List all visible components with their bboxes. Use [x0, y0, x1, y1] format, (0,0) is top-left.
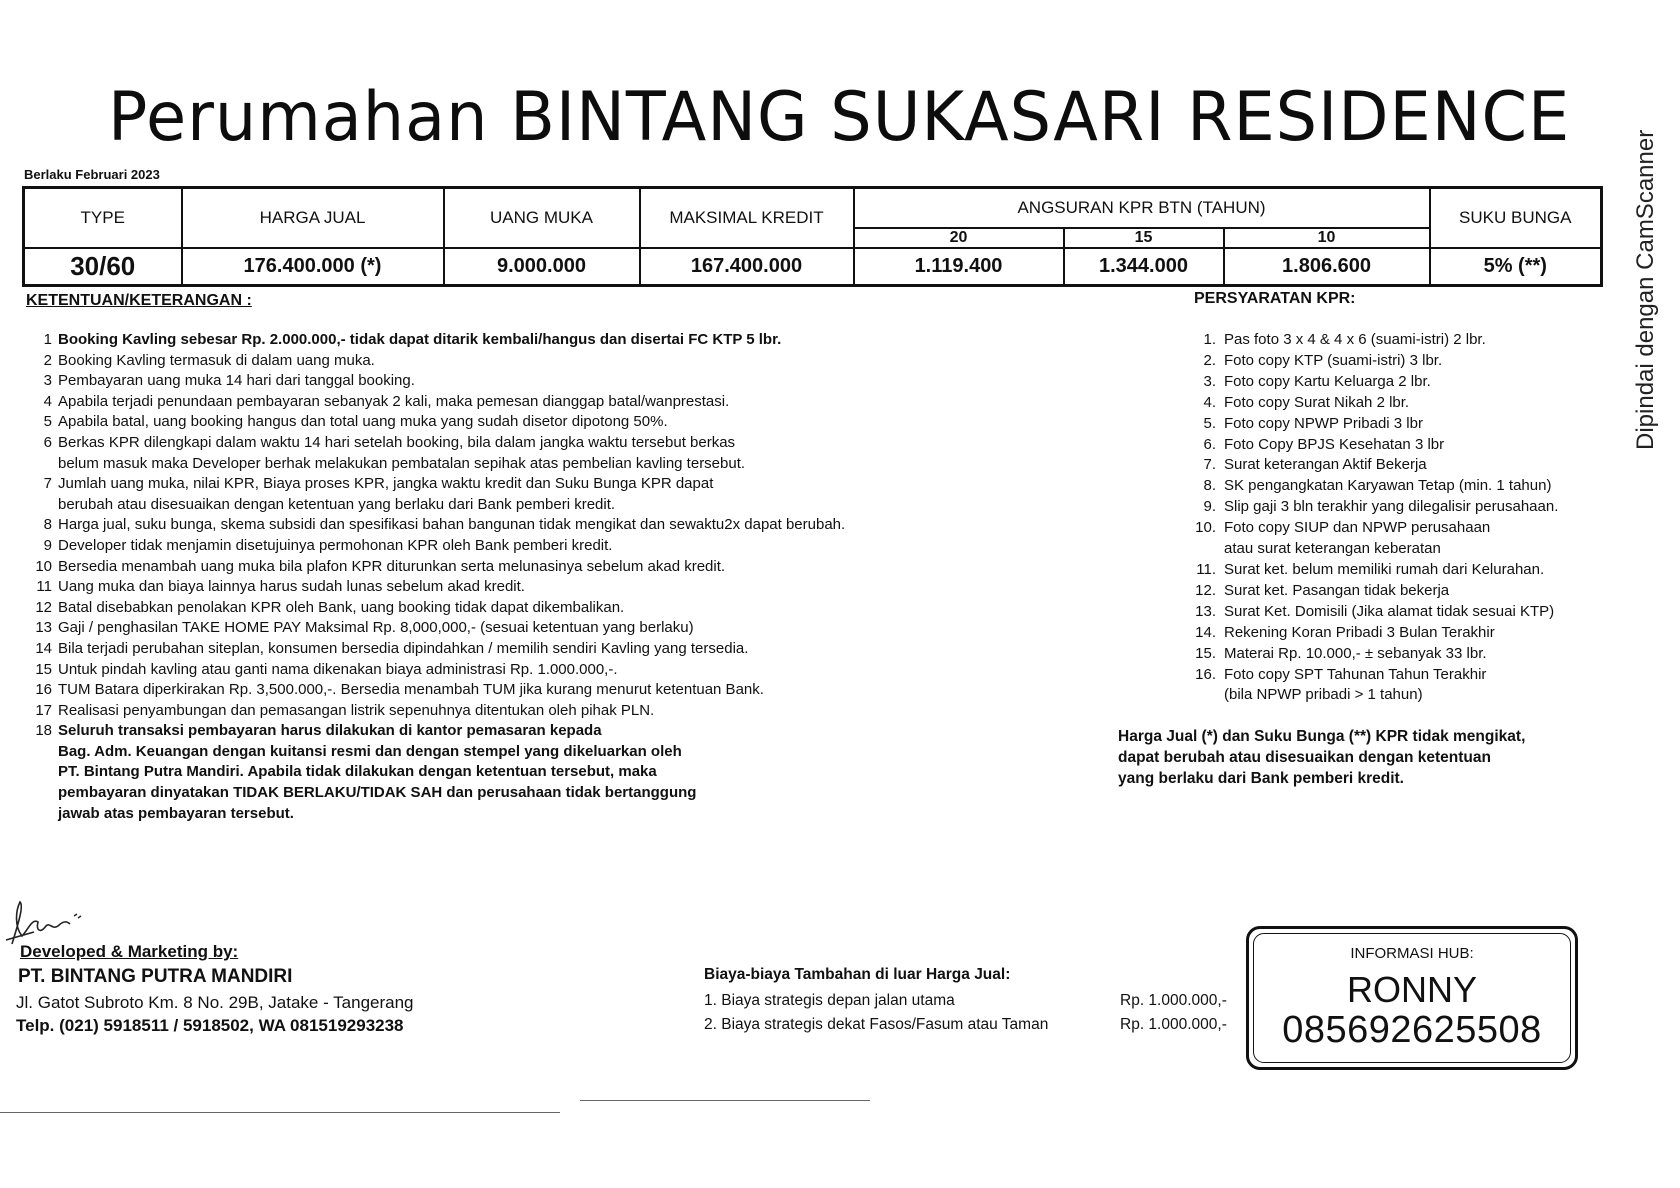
list-number: 12. [1195, 581, 1216, 599]
list-number: 11. [1196, 560, 1216, 578]
list-text: Uang muka dan biaya lainnya harus sudah lunas sebelum akad kredit. [58, 578, 525, 596]
ketentuan-list [26, 330, 1056, 824]
list-item [26, 412, 1056, 433]
list-text: Realisasi penyambungan dan pemasangan listrik sepenuhnya ditentukan oleh pihak PLN. [58, 701, 655, 719]
cell-uang-muka: 9.000.000 [444, 248, 640, 286]
list-number [26, 495, 58, 516]
th-suku-bunga: SUKU BUNGA [1430, 188, 1602, 248]
list-item [1188, 539, 1608, 560]
developer-address: Jl. Gatot Subroto Km. 8 No. 29B, Jatake - Tangerang [16, 993, 414, 1012]
list-number: 4 [43, 392, 52, 410]
list-text: Foto Copy BPJS Kesehatan 3 lbr [1224, 435, 1445, 453]
list-number: 3. [1203, 372, 1216, 390]
list-item [26, 454, 1056, 475]
list-item [26, 762, 1056, 783]
list-item [26, 536, 1056, 557]
list-number: 1 [43, 331, 52, 348]
th-harga-jual: HARGA JUAL [182, 188, 444, 248]
th-uang-muka: UANG MUKA [444, 188, 640, 248]
list-item [26, 351, 1056, 372]
list-text: berubah atau disesuaikan dengan ketentuan yang berlaku dari Bank pemberi kredit. [58, 495, 616, 513]
list-item [1188, 581, 1608, 602]
cell-type: 30/60 [24, 248, 182, 286]
list-number: 13 [35, 619, 52, 637]
list-text: Jumlah uang muka, nilai KPR, Biaya proses KPR, jangka waktu kredit dan Suku Bunga KPR dapat [58, 475, 714, 493]
list-item [26, 577, 1056, 598]
list-number: 8. [1203, 477, 1216, 495]
list-number [26, 783, 58, 804]
list-text: Harga jual, suku bunga, skema subsidi dan spesifikasi bahan bangunan tidak mengikat dan sewaktu2x dapat berubah. [58, 516, 846, 534]
biaya-item-label: 2. Biaya strategis dekat Fasos/Fasum atau Taman [704, 1016, 1049, 1033]
list-number [26, 742, 58, 763]
list-text: Bila terjadi perubahan siteplan, konsumen bersedia dipindahkan / memilih sendiri Kavling yang tersedia. [58, 639, 749, 657]
list-number [26, 804, 58, 825]
list-item [1188, 414, 1608, 435]
list-item [26, 433, 1056, 454]
list-item [1188, 393, 1608, 414]
list-item [26, 557, 1056, 578]
list-text: Surat ket. belum memiliki rumah dari Kelurahan. [1224, 560, 1545, 578]
list-text: Foto copy SIUP dan NPWP perusahaan [1224, 519, 1491, 537]
valid-note: Berlaku Februari 2023 [24, 167, 160, 182]
list-item [26, 515, 1056, 536]
list-number: 2. [1203, 351, 1216, 369]
list-number: 11 [36, 578, 52, 596]
list-number [1188, 539, 1224, 560]
list-number: 5. [1203, 414, 1216, 432]
developer-company: PT. BINTANG PUTRA MANDIRI [18, 966, 293, 987]
list-number: 15 [35, 660, 52, 678]
th-maksimal-kredit: MAKSIMAL KREDIT [640, 188, 854, 248]
info-name: RONNY [1346, 969, 1477, 1010]
list-item [26, 783, 1056, 804]
divider [0, 1112, 560, 1113]
list-text: Booking Kavling sebesar Rp. 2.000.000,- tidak dapat ditarik kembali/hangus dan disertai FC KTP 5 lbr. [58, 331, 782, 348]
list-item [26, 680, 1056, 701]
list-item [26, 721, 1056, 742]
list-text: Bersedia menambah uang muka bila plafon KPR diturunkan serta melunasinya sebelum akad kredit. [58, 557, 726, 575]
list-number: 15. [1195, 644, 1216, 662]
list-item [1188, 455, 1608, 476]
list-item [26, 701, 1056, 722]
cell-suku-bunga: 5% (**) [1430, 248, 1602, 286]
list-text: belum masuk maka Developer berhak melakukan pembatalan sepihak atas pembelian kavling tersebut. [58, 454, 746, 472]
list-item [26, 495, 1056, 516]
page-title: Perumahan BINTANG SUKASARI RESIDENCE [108, 78, 1571, 157]
biaya-item-amount: Rp. 1.000.000,- [1120, 992, 1227, 1009]
note-line: yang berlaku dari Bank pemberi kredit. [1118, 770, 1404, 787]
list-item [26, 330, 1056, 351]
list-number [1188, 685, 1224, 706]
list-item [1188, 602, 1608, 623]
list-number: 3 [43, 372, 52, 390]
list-number: 16. [1195, 665, 1216, 683]
list-item [26, 742, 1056, 763]
list-item [1188, 372, 1608, 393]
ketentuan-heading: KETENTUAN/KETERANGAN : [26, 292, 252, 309]
scanner-watermark: Dipindai dengan CamScanner [1632, 129, 1659, 450]
list-text: Surat keterangan Aktif Bekerja [1224, 456, 1427, 474]
cell-angsuran-10: 1.806.600 [1224, 248, 1430, 286]
list-text: SK pengangkatan Karyawan Tetap (min. 1 tahun) [1224, 477, 1552, 495]
list-text: Berkas KPR dilengkapi dalam waktu 14 hari setelah booking, bila dalam jangka waktu tersebut berkas [58, 433, 736, 451]
list-text: atau surat keterangan keberatan [1224, 540, 1441, 558]
list-text: Batal disebabkan penolakan KPR oleh Bank, uang booking tidak dapat dikembalikan. [58, 598, 625, 616]
list-number: 5 [43, 413, 52, 431]
info-heading: INFORMASI HUB: [1350, 945, 1474, 962]
list-text: Booking Kavling termasuk di dalam uang muka. [58, 351, 375, 369]
list-item [26, 618, 1056, 639]
list-number: 14 [35, 639, 52, 657]
list-text: Rekening Koran Pribadi 3 Bulan Terakhir [1224, 623, 1495, 641]
cell-angsuran-15: 1.344.000 [1064, 248, 1224, 286]
list-text: Pembayaran uang muka 14 hari dari tanggal booking. [58, 372, 415, 390]
list-item [26, 660, 1056, 681]
list-item [1188, 497, 1608, 518]
list-number: 17 [35, 701, 52, 719]
list-number: 10. [1195, 519, 1216, 537]
list-number: 8 [43, 516, 52, 534]
list-text: Bag. Adm. Keuangan dengan kuitansi resmi dan dengan stempel yang dikeluarkan oleh [58, 742, 682, 760]
list-item [1188, 560, 1608, 581]
biaya-heading: Biaya-biaya Tambahan di luar Harga Jual: [704, 966, 1011, 983]
list-item [1188, 330, 1608, 351]
list-item [1188, 644, 1608, 665]
note-line: dapat berubah atau disesuaikan dengan ketentuan [1118, 749, 1491, 766]
list-item [26, 804, 1056, 825]
list-number: 9 [43, 536, 52, 554]
list-text: Seluruh transaksi pembayaran harus dilakukan di kantor pemasaran kepada [58, 722, 602, 740]
list-number: 14. [1195, 623, 1216, 641]
list-item [26, 371, 1056, 392]
list-number: 10 [35, 557, 52, 575]
list-text: Foto copy Kartu Keluarga 2 lbr. [1224, 372, 1431, 390]
list-text: pembayaran dinyatakan TIDAK BERLAKU/TIDAK SAH dan perusahaan tidak bertanggung [58, 784, 697, 802]
price-table [22, 186, 1603, 287]
list-text: Apabila batal, uang booking hangus dan total uang muka yang sudah disetor dipotong 50%. [58, 413, 668, 431]
divider [580, 1100, 870, 1101]
list-number: 7 [43, 475, 52, 493]
list-item [26, 474, 1056, 495]
list-text: Surat ket. Pasangan tidak bekerja [1224, 581, 1450, 599]
list-number: 12 [35, 598, 52, 616]
cell-maksimal-kredit: 167.400.000 [640, 248, 854, 286]
developer-heading: Developed & Marketing by: [20, 942, 239, 961]
list-text: Developer tidak menjamin disetujuinya permohonan KPR oleh Bank pemberi kredit. [58, 536, 613, 554]
list-number: 2 [43, 351, 52, 369]
developer-phone: Telp. (021) 5918511 / 5918502, WA 081519293238 [16, 1016, 404, 1035]
list-text: Foto copy Surat Nikah 2 lbr. [1224, 393, 1410, 411]
list-text: TUM Batara diperkirakan Rp. 3,500.000,-. Bersedia menambah TUM jika kurang menurut ketentuan Bank. [58, 681, 764, 699]
list-number: 1. [1203, 331, 1216, 348]
biaya-item-label: 1. Biaya strategis depan jalan utama [704, 992, 955, 1009]
list-number: 9. [1203, 498, 1216, 516]
biaya-item-amount: Rp. 1.000.000,- [1120, 1016, 1227, 1033]
list-text: Surat Ket. Domisili (Jika alamat tidak sesuai KTP) [1224, 602, 1555, 620]
th-angsuran: ANGSURAN KPR BTN (TAHUN) [854, 188, 1430, 228]
list-item [1188, 476, 1608, 497]
list-text: Apabila terjadi penundaan pembayaran sebanyak 2 kali, maka pemesan dianggap batal/wanprestasi. [58, 392, 730, 410]
info-box [1246, 926, 1578, 1070]
list-item [1188, 351, 1608, 372]
list-text: Foto copy NPWP Pribadi 3 lbr [1224, 414, 1423, 432]
list-text: Foto copy KTP (suami-istri) 3 lbr. [1224, 351, 1443, 369]
list-text: Materai Rp. 10.000,- ± sebanyak 33 lbr. [1224, 644, 1487, 662]
list-item [26, 639, 1056, 660]
list-text: Untuk pindah kavling atau ganti nama dikenakan biaya administrasi Rp. 1.000.000,-. [58, 660, 618, 678]
list-item [26, 598, 1056, 619]
list-text: (bila NPWP pribadi > 1 tahun) [1224, 686, 1423, 704]
list-text: PT. Bintang Putra Mandiri. Apabila tidak dilakukan dengan ketentuan tersebut, maka [58, 763, 657, 781]
list-number: 18 [35, 722, 52, 740]
persyaratan-list [1188, 330, 1608, 706]
list-text: jawab atas pembayaran tersebut. [58, 804, 294, 822]
list-number: 13. [1195, 602, 1216, 620]
list-text: Slip gaji 3 bln terakhir yang dilegalisir perusahaan. [1224, 498, 1559, 516]
th-tenor-10: 10 [1224, 228, 1430, 248]
list-text: Pas foto 3 x 4 & 4 x 6 (suami-istri) 2 lbr. [1224, 331, 1486, 348]
list-number: 6. [1203, 435, 1216, 453]
list-item [26, 392, 1056, 413]
list-text: Gaji / penghasilan TAKE HOME PAY Maksimal Rp. 8,000,000,- (sesuai ketentuan yang berlaku) [58, 619, 694, 637]
persyaratan-heading: PERSYARATAN KPR: [1194, 290, 1356, 307]
th-tenor-15: 15 [1064, 228, 1224, 248]
cell-angsuran-20: 1.119.400 [854, 248, 1064, 286]
price-note [1118, 726, 1578, 789]
list-item [1188, 518, 1608, 539]
th-type: TYPE [24, 188, 182, 248]
list-number [26, 454, 58, 475]
list-number: 16 [35, 681, 52, 699]
note-line: Harga Jual (*) dan Suku Bunga (**) KPR tidak mengikat, [1118, 728, 1526, 745]
list-item [1188, 685, 1608, 706]
list-item [1188, 623, 1608, 644]
list-number: 6 [43, 433, 52, 451]
list-item [1188, 665, 1608, 686]
list-number: 7. [1203, 456, 1216, 474]
list-number: 4. [1203, 393, 1216, 411]
info-phone: 085692625508 [1282, 1009, 1542, 1051]
cell-harga-jual: 176.400.000 (*) [182, 248, 444, 286]
th-tenor-20: 20 [854, 228, 1064, 248]
list-number [26, 762, 58, 783]
list-item [1188, 435, 1608, 456]
list-text: Foto copy SPT Tahunan Tahun Terakhir [1224, 665, 1487, 683]
